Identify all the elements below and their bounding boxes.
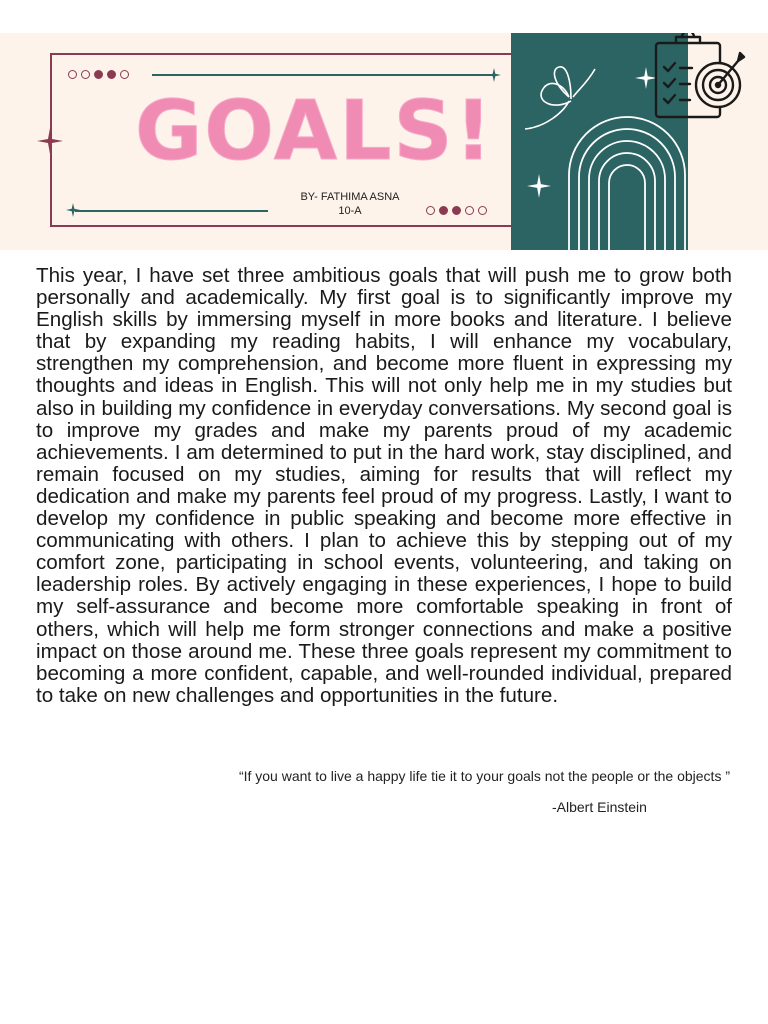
quote-text: “If you want to live a happy life tie it to your goals not the people or the objects ” bbox=[238, 768, 730, 784]
sparkle-icon bbox=[66, 203, 80, 217]
sparkle-icon bbox=[527, 174, 551, 198]
rainbow-arch-icon bbox=[565, 113, 689, 250]
quote-author: -Albert Einstein bbox=[552, 799, 647, 815]
dots-top-left bbox=[68, 70, 129, 79]
class-label: 10-A bbox=[338, 205, 362, 217]
author-name: BY- FATHIMA ASNA bbox=[300, 191, 400, 203]
page-title: GOALS! bbox=[135, 84, 494, 179]
dots-bottom-right bbox=[426, 206, 487, 215]
clipboard-checklist-target-icon bbox=[652, 33, 748, 121]
decor-line-top bbox=[152, 74, 492, 76]
header-banner bbox=[0, 33, 768, 250]
sparkle-icon bbox=[37, 128, 63, 154]
decor-line-bottom bbox=[75, 210, 268, 212]
essay-body: This year, I have set three ambitious goals that will push me to grow both personally and academically. My first goal is to significantly improve my English skills by immersing myself in more books and literature. I believe that by expanding my reading habits, I will enhance my vocabulary, strengthen my comprehension, and become more fluent in expressing my thoughts and ideas in English. This will not only help me in my studies but also in building my confidence in everyday conversations. My second goal is to improve my grades and make my parents proud of my academic achievements. I am determined to put in the hard work, stay disciplined, and remain focused on my studies, aiming for results that will reflect my dedication and make my parents feel proud of my progress. Lastly, I want to develop my confidence in public speaking and become more effective in communicating with others. I plan to achieve this by stepping out of my comfort zone, participating in school events, volunteering, and taking on leadership roles. By actively engaging in these experiences, I hope to build my self-assurance and become more comfortable speaking in front of others, which will help me form stronger connections and make a positive impact on those around me. These three goals represent my commitment to becoming a more confident, capable, and well-rounded individual, prepared to take on new challenges and opportunities in the future. bbox=[36, 264, 732, 707]
sparkle-icon bbox=[487, 68, 501, 82]
byline bbox=[290, 190, 410, 218]
